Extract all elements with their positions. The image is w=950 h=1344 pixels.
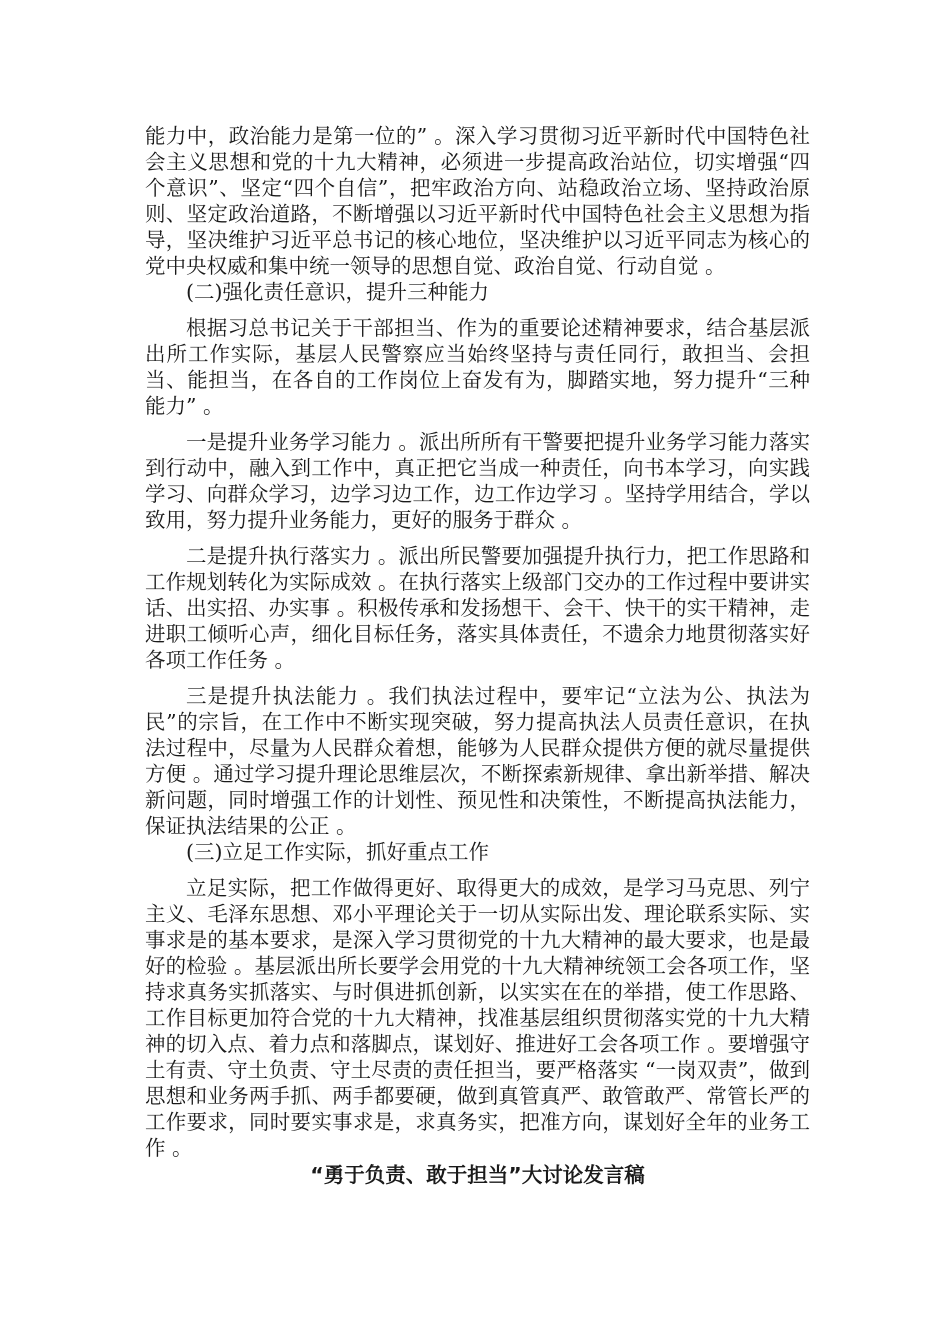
document-title: “勇于负责、敢于担当”大讨论发言稿 (310, 1163, 645, 1187)
document-page (145, 123, 810, 1189)
paragraph-study-ability: 一是提升业务学习能力 。派出所所有干警要把提升业务学习能力落实到行动中，融入到工作中，真正把它当成一种责任，向书本学习，向实践学习、向群众学习，边学习边工作，边工作边学习 。坚持学用结合，学以致用，努力提升业务能力，更好的服务于群众 。 (145, 430, 810, 532)
paragraph-execution-ability: 二是提升执行落实力 。派出所民警要加强提升执行力，把工作思路和工作规划转化为实际成效 。在执行落实上级部门交办的工作过程中要讲实话、出实招、办实事 。积极传承和发扬想干、会干、快干的实干精神，走进职工倾听心声，细化目标任务，落实具体责任，不遗余力地贯彻落实好各项工作任务 。 (145, 544, 810, 672)
paragraph-responsibility: 根据习总书记关于干部担当、作为的重要论述精神要求，结合基层派出所工作实际，基层人民警察应当始终坚持与责任同行，敢担当、会担当、能担当，在各自的工作岗位上奋发有为，脚踏实地，努力提升“三种能力” 。 (145, 316, 810, 418)
section-heading-three: (三)立足工作实际，抓好重点工作 (186, 840, 489, 864)
paragraph-law-enforcement-ability: 三是提升执法能力 。我们执法过程中，要牢记“立法为公、执法为民”的宗旨，在工作中不断实现突破，努力提高执法人员责任意识，在执法过程中，尽量为人民群众着想，能够为人民群众提供方便的就尽量提供方便 。通过学习提升理论思维层次，不断探索新规律、拿出新举措、解决新问题，同时增强工作的计划性、预见性和决策性，不断提高执法能力，保证执法结果的公正 。 (145, 684, 810, 838)
section-heading-two: (二)强化责任意识，提升三种能力 (186, 280, 489, 304)
paragraph-key-work: 立足实际，把工作做得更好、取得更大的成效，是学习马克思、列宁主义、毛泽东思想、邓小平理论关于一切从实际出发、理论联系实际、实事求是的基本要求，是深入学习贯彻党的十九大精神的最大要求，也是最好的检验 。基层派出所长要学会用党的十九大精神统领工会各项工作，坚持求真务实抓落实、与时俱进抓创新，以实实在在的举措，使工作思路、工作目标更加符合党的十九大精神，找准基层组织贯彻落实党的十九大精神的切入点、着力点和落脚点，谋划好、推进好工会各项工作 。要增强守土有责、守土负责、守土尽责的责任担当，要严格落实 “一岗双责”，做到思想和业务两手抓、两手都要硬，做到真管真严、敢管敢严、常管长严的工作要求，同时要实事求是，求真务实，把准方向，谋划好全年的业务工作 。 (145, 876, 810, 1160)
paragraph-political-ability: 能力中，政治能力是第一位的” 。深入学习贯彻习近平新时代中国特色社会主义思想和党的十九大精神，必须进一步提高政治站位，切实增强“四个意识”、坚定“四个自信”，把牢政治方向、站稳政治立场、坚持政治原则、坚定政治道路，不断增强以习近平新时代中国特色社会主义思想为指导，坚决维护习近平总书记的核心地位，坚决维护以习近平同志为核心的党中央权威和集中统一领导的思想自觉、政治自觉、行动自觉 。 (145, 124, 810, 278)
